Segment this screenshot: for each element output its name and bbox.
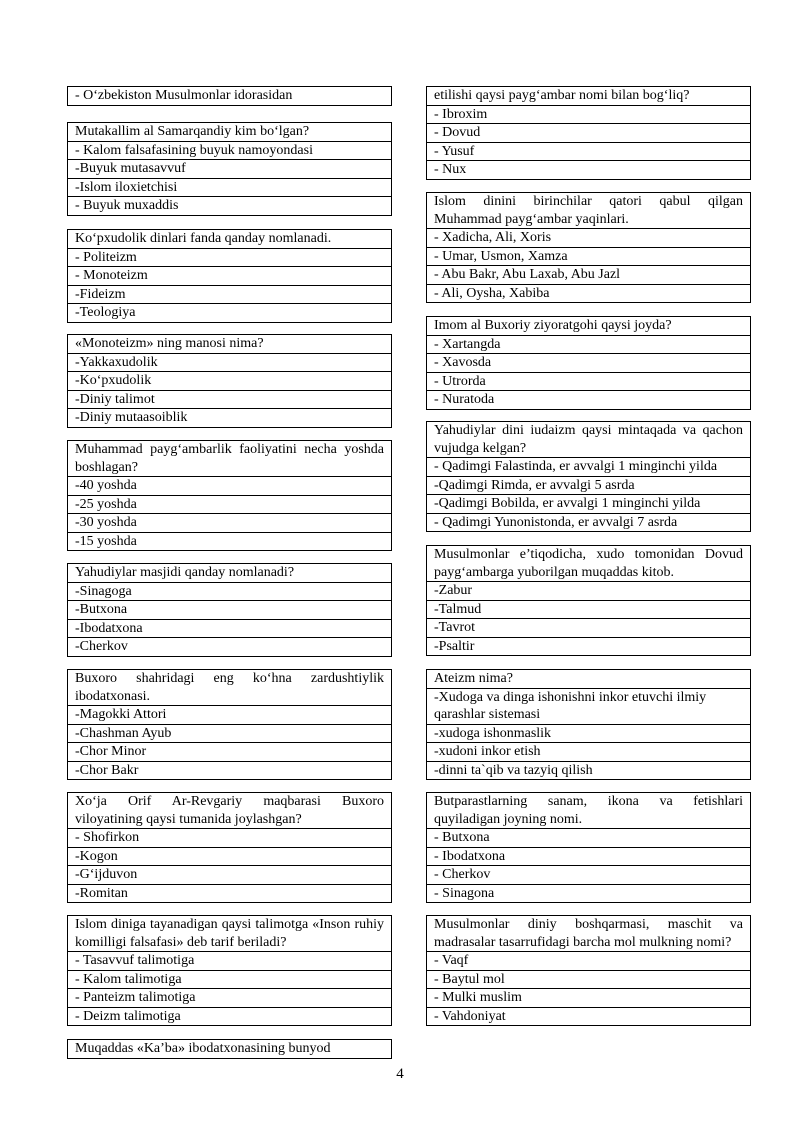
answer-option: -Romitan [68, 884, 391, 903]
answer-option: - Mulki muslim [427, 988, 750, 1007]
question-block [67, 122, 392, 216]
answer-option: -Chor Minor [68, 742, 391, 761]
answer-option: -xudoni inkor etish [427, 742, 750, 761]
question-text: Butparastlarning sanam, ikona va fetishlari quyiladigan joyning nomi. [434, 794, 743, 827]
right-column [426, 0, 751, 1131]
question-text: Islom dinini birinchilar qatori qabul qilgan Muhammad payg‘ambar yaqinlari. [434, 194, 743, 227]
question-text: Xo‘ja Orif Ar-Revgariy maqbarasi Buxoro viloyatining qaysi tumanida joylashgan? [75, 794, 384, 827]
answer-option: -Diniy talimot [68, 390, 391, 409]
answer-option: -Chor Bakr [68, 761, 391, 780]
left-column [67, 0, 392, 1131]
question-text: Ko‘pxudolik dinlari fanda qanday nomlanadi. [75, 231, 332, 246]
question-block [426, 545, 751, 656]
question-text: Muhammad payg‘ambarlik faoliyatini necha yoshda boshlagan? [75, 442, 384, 475]
answer-option: - Qadimgi Falastinda, er avvalgi 1 minginchi yilda [427, 457, 750, 476]
answer-option: - Ali, Oysha, Xabiba [427, 284, 750, 303]
answer-option: -Ko‘pxudolik [68, 371, 391, 390]
question-block [426, 792, 751, 903]
answer-option: -Ibodatxona [68, 619, 391, 638]
answer-option: - Panteizm talimotiga [68, 988, 391, 1007]
answer-option: - Buyuk muxaddis [68, 196, 391, 215]
question-block [67, 86, 392, 106]
answer-option: - Shofirkon [68, 828, 391, 847]
answer-option: - Vahdoniyat [427, 1007, 750, 1026]
answer-option: -Diniy mutaasoiblik [68, 408, 391, 427]
question-block [426, 316, 751, 410]
answer-option: -Zabur [427, 581, 750, 600]
answer-option: - Vaqf [427, 951, 750, 970]
answer-option: - Sinagona [427, 884, 750, 903]
question-text: Musulmonlar diniy boshqarmasi, maschit va madrasalar tasarrufidagi barcha mol mulkning nomi? [434, 917, 743, 950]
page-number: 4 [396, 1066, 404, 1082]
answer-option: -Sinagoga [68, 582, 391, 601]
answer-option: - Nux [427, 160, 750, 179]
question-text: «Monoteizm» ning manosi nima? [75, 336, 264, 351]
question-block [67, 440, 392, 551]
question-text: Ateizm nima? [434, 671, 513, 686]
question-text: Islom diniga tayanadigan qaysi talimotga «Inson ruhiy komilligi falsafasi» deb tarif beriladi? [75, 917, 384, 950]
answer-option: -Qadimgi Bobilda, er avvalgi 1 minginchi yilda [427, 494, 750, 513]
answer-option: -Kogon [68, 847, 391, 866]
answer-option: - Monoteizm [68, 266, 391, 285]
answer-option: -Butxona [68, 600, 391, 619]
question-block [67, 915, 392, 1026]
question-block [426, 421, 751, 532]
answer-option: - Abu Bakr, Abu Laxab, Abu Jazl [427, 265, 750, 284]
answer-option: -40 yoshda [68, 476, 391, 495]
answer-option: -Psaltir [427, 637, 750, 656]
answer-option: -Fideizm [68, 285, 391, 304]
answer-option: -30 yoshda [68, 513, 391, 532]
answer-option: - Tasavvuf talimotiga [68, 951, 391, 970]
answer-option: - O‘zbekiston Musulmonlar idorasidan [75, 88, 293, 103]
question-block [426, 86, 751, 180]
question-text: Buxoro shahridagi eng ko‘hna zardushtiylik ibodatxonasi. [75, 671, 384, 704]
answer-option: - Xartangda [427, 335, 750, 354]
question-block [67, 229, 392, 323]
answer-option: - Dovud [427, 123, 750, 142]
question-text: Yahudiylar dini iudaizm qaysi mintaqada va qachon vujudga kelgan? [434, 423, 743, 456]
answer-option: - Xadicha, Ali, Xoris [427, 228, 750, 247]
answer-option: - Cherkov [427, 865, 750, 884]
answer-option: -15 yoshda [68, 532, 391, 551]
question-text: etilishi qaysi payg‘ambar nomi bilan bog‘liq? [434, 88, 690, 103]
answer-option: -dinni ta`qib va tazyiq qilish [427, 761, 750, 780]
answer-option: - Ibodatxona [427, 847, 750, 866]
question-block [67, 563, 392, 657]
answer-option: - Deizm talimotiga [68, 1007, 391, 1026]
answer-option: - Ibroxim [427, 105, 750, 124]
answer-option: -Chashman Ayub [68, 724, 391, 743]
question-text: Yahudiylar masjidi qanday nomlanadi? [75, 565, 295, 580]
answer-option: -xudoga ishonmaslik [427, 724, 750, 743]
question-text: Muqaddas «Ka’ba» ibodatxonasining bunyod [75, 1041, 331, 1056]
answer-option: - Nuratoda [427, 390, 750, 409]
answer-option: -Xudoga va dinga ishonishni inkor etuvchi ilmiy qarashlar sistemasi [427, 688, 750, 724]
answer-option: -Magokki Attori [68, 705, 391, 724]
answer-option: -Islom iloxietchisi [68, 178, 391, 197]
answer-option: -Tavrot [427, 618, 750, 637]
answer-option: - Yusuf [427, 142, 750, 161]
answer-option: - Umar, Usmon, Xamza [427, 247, 750, 266]
answer-option: - Qadimgi Yunonistonda, er avvalgi 7 asrda [427, 513, 750, 532]
answer-option: -Teologiya [68, 303, 391, 322]
question-text: Musulmonlar e’tiqodicha, xudo tomonidan Dovud payg‘ambarga yuborilgan muqaddas kitob. [434, 547, 743, 580]
answer-option: - Baytul mol [427, 970, 750, 989]
answer-option: -Yakkaxudolik [68, 353, 391, 372]
answer-option: - Butxona [427, 828, 750, 847]
answer-option: -25 yoshda [68, 495, 391, 514]
question-block [67, 334, 392, 428]
answer-option: - Politeizm [68, 248, 391, 267]
answer-option: -Qadimgi Rimda, er avvalgi 5 asrda [427, 476, 750, 495]
answer-option: - Xavosda [427, 353, 750, 372]
question-block [426, 192, 751, 303]
question-block [426, 669, 751, 780]
question-text: Imom al Buxoriy ziyoratgohi qaysi joyda? [434, 318, 672, 333]
question-block [67, 792, 392, 903]
answer-option: - Utrorda [427, 372, 750, 391]
answer-option: -Cherkov [68, 637, 391, 656]
answer-option: -Talmud [427, 600, 750, 619]
answer-option: - Kalom falsafasining buyuk namoyondasi [68, 141, 391, 160]
question-block [426, 915, 751, 1026]
answer-option: - Kalom talimotiga [68, 970, 391, 989]
question-block [67, 1039, 392, 1059]
answer-option: -Buyuk mutasavvuf [68, 159, 391, 178]
question-block [67, 669, 392, 780]
answer-option: -G‘ijduvon [68, 865, 391, 884]
question-text: Mutakallim al Samarqandiy kim bo‘lgan? [75, 124, 310, 139]
